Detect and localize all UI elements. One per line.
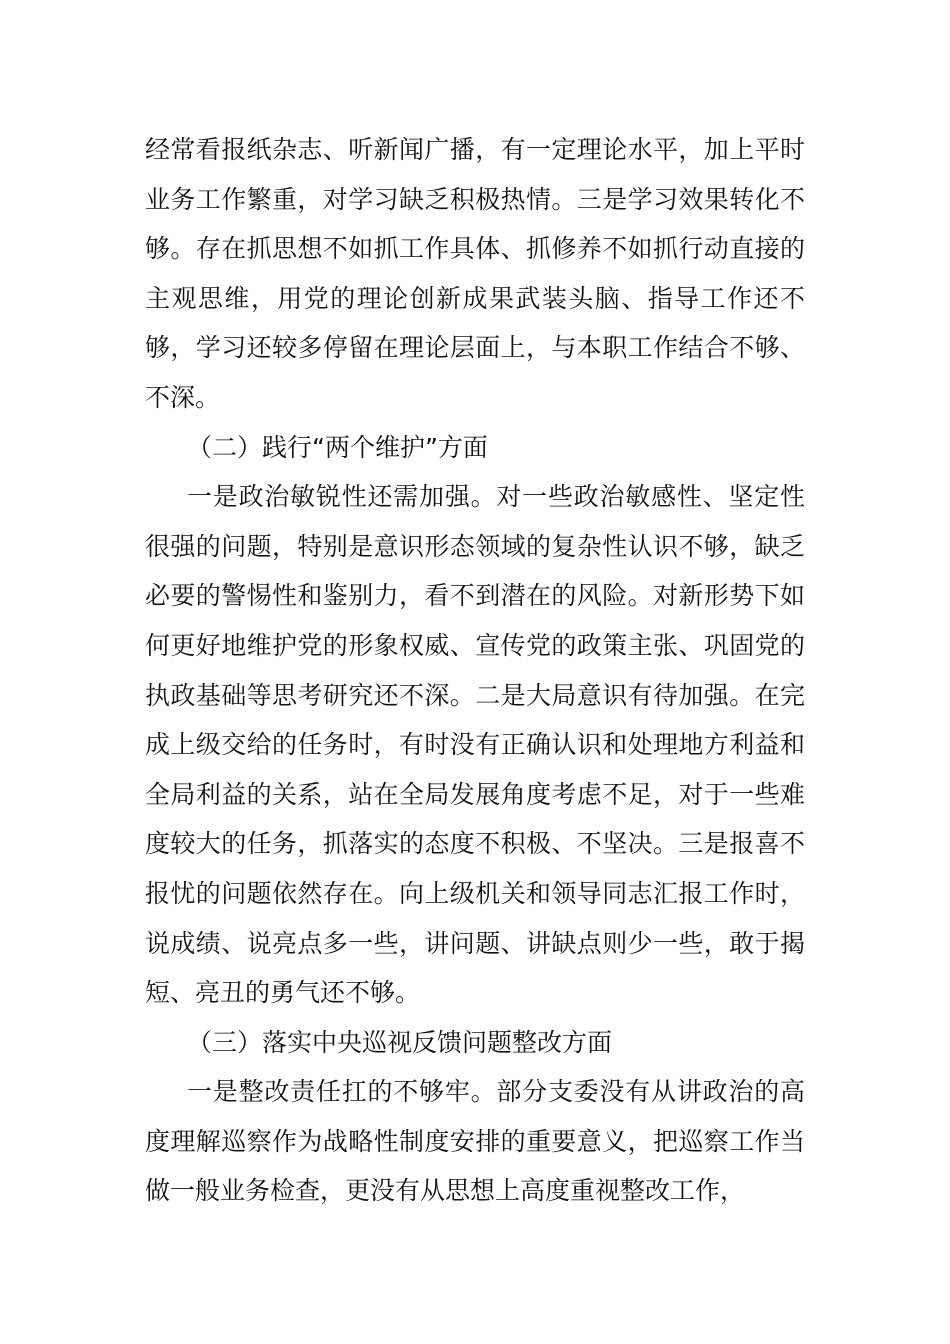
section-heading-inspection-rectification: （三）落实中央巡视反馈问题整改方面 [187,1027,613,1057]
paragraph-political-sensitivity: 一是政治敏锐性还需加强。对一些政治敏感性、坚定性很强的问题，特别是意识形态领域的复杂性认识不够，缺乏必要的警惕性和鉴别力，看不到潜在的风险。对新形势下如何更好地维护党的形象权威、宣传党的政策主张、巩固党的执政基础等思考研究还不深。二是大局意识有待加强。在完成上级交给的任务时，有时没有正确认识和处理地方利益和全局利益的关系，站在全局发展角度考虑不足，对于一些难度较大的任务，抓落实的态度不积极、不坚决。三是报喜不报忧的问题依然存在。向上级机关和领导同志汇报工作时，说成绩、说亮点多一些，讲问题、讲缺点则少一些，敢于揭短、亮丑的勇气还不够。 [145,482,805,1008]
section-heading-two-safeguards: （二）践行“两个维护”方面 [187,432,488,462]
paragraph-rectification-responsibility: 一是整改责任扛的不够牢。部分支委没有从讲政治的高度理解巡察作为战略性制度安排的重要意义，把巡察工作当做一般业务检查，更没有从思想上高度重视整改工作， [145,1077,805,1206]
paragraph-study-effect: 经常看报纸杂志、听新闻广播，有一定理论水平，加上平时业务工作繁重，对学习缺乏积极热情。三是学习效果转化不够。存在抓思想不如抓工作具体、抓修养不如抓行动直接的主观思维，用党的理论创新成果武装头脑、指导工作还不够，学习还较多停留在理论层面上，与本职工作结合不够、不深。 [145,135,805,412]
document-body [145,125,805,1216]
